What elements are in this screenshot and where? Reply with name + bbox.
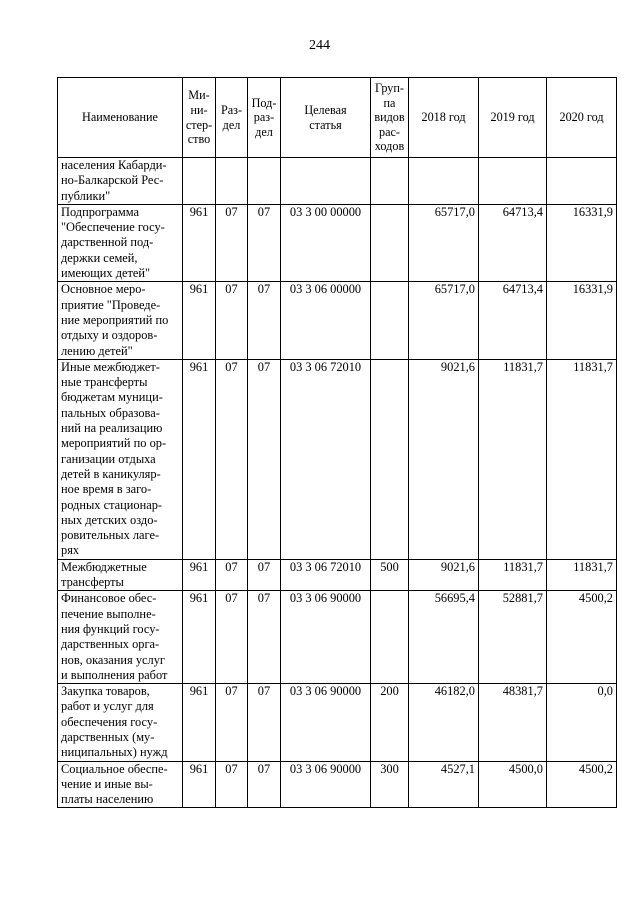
cell-2020: 11831,7: [547, 559, 617, 591]
table-row: [58, 158, 617, 205]
cell-2018: [409, 158, 479, 205]
cell-ministry: 961: [183, 559, 216, 591]
cell-2018: 9021,6: [409, 359, 479, 559]
cell-2019: 11831,7: [479, 359, 547, 559]
cell-ministry: 961: [183, 591, 216, 684]
cell-2019: 48381,7: [479, 684, 547, 761]
cell-2018: 65717,0: [409, 282, 479, 359]
cell-group: [371, 282, 409, 359]
table-row: [58, 359, 617, 559]
cell-2018: 9021,6: [409, 559, 479, 591]
cell-name: Социальное обеспе- чение и иные вы- платы населению: [58, 761, 183, 808]
cell-target: 03 3 06 72010: [281, 559, 371, 591]
cell-subsection: 07: [248, 761, 281, 808]
budget-table: [57, 77, 617, 808]
page-number: 244: [309, 38, 330, 53]
cell-2020: 4500,2: [547, 591, 617, 684]
cell-target: 03 3 06 90000: [281, 591, 371, 684]
header-2020: 2020 год: [547, 78, 617, 158]
table-row: [58, 559, 617, 591]
cell-group: [371, 359, 409, 559]
cell-2019: 64713,4: [479, 282, 547, 359]
cell-ministry: 961: [183, 282, 216, 359]
cell-group: 300: [371, 761, 409, 808]
cell-name: Основное меро- приятие "Проведе- ние мероприятий по отдыху и оздоров- лению детей": [58, 282, 183, 359]
header-2019: 2019 год: [479, 78, 547, 158]
cell-group: 500: [371, 559, 409, 591]
header-group: Груп- па видов рас- ходов: [371, 78, 409, 158]
cell-ministry: 961: [183, 204, 216, 281]
cell-section: [216, 158, 248, 205]
cell-group: 200: [371, 684, 409, 761]
cell-group: [371, 204, 409, 281]
cell-subsection: 07: [248, 204, 281, 281]
table-row: [58, 282, 617, 359]
cell-2019: 64713,4: [479, 204, 547, 281]
table-row: [58, 761, 617, 808]
cell-name: Подпрограмма "Обеспечение госу- дарственной под- держки семей, имеющих детей": [58, 204, 183, 281]
cell-subsection: 07: [248, 591, 281, 684]
cell-subsection: 07: [248, 559, 281, 591]
cell-ministry: 961: [183, 684, 216, 761]
cell-name: Финансовое обес- печение выполне- ния функций госу- дарственных орга- нов, оказания услуг и выполнения работ: [58, 591, 183, 684]
header-2018: 2018 год: [409, 78, 479, 158]
cell-name: населения Кабарди- но-Балкарской Рес- публики": [58, 158, 183, 205]
cell-2018: 46182,0: [409, 684, 479, 761]
cell-2020: 16331,9: [547, 282, 617, 359]
cell-target: 03 3 06 72010: [281, 359, 371, 559]
cell-subsection: 07: [248, 282, 281, 359]
cell-2020: 4500,2: [547, 761, 617, 808]
cell-2018: 4527,1: [409, 761, 479, 808]
cell-subsection: 07: [248, 684, 281, 761]
cell-target: [281, 158, 371, 205]
cell-name: Межбюджетные трансферты: [58, 559, 183, 591]
header-section: Раз- дел: [216, 78, 248, 158]
cell-2018: 56695,4: [409, 591, 479, 684]
cell-target: 03 3 06 90000: [281, 761, 371, 808]
header-subsection: Под- раз- дел: [248, 78, 281, 158]
cell-subsection: 07: [248, 359, 281, 559]
cell-2018: 65717,0: [409, 204, 479, 281]
table-row: [58, 204, 617, 281]
cell-group: [371, 591, 409, 684]
cell-2020: 11831,7: [547, 359, 617, 559]
cell-2020: 0,0: [547, 684, 617, 761]
cell-ministry: 961: [183, 359, 216, 559]
cell-2019: 4500,0: [479, 761, 547, 808]
cell-name: Иные межбюджет- ные трансферты бюджетам муници- пальных образова- ний на реализацию мероприятий по ор- ганизации отдыха детей в каникуляр- ное время в заго- родных стационар- ных детских оздо- ровительных лаге- рях: [58, 359, 183, 559]
cell-2019: 11831,7: [479, 559, 547, 591]
cell-2019: 52881,7: [479, 591, 547, 684]
cell-section: 07: [216, 761, 248, 808]
cell-section: 07: [216, 591, 248, 684]
cell-2019: [479, 158, 547, 205]
cell-section: 07: [216, 204, 248, 281]
cell-section: 07: [216, 684, 248, 761]
cell-target: 03 3 00 00000: [281, 204, 371, 281]
cell-section: 07: [216, 359, 248, 559]
table-row: [58, 684, 617, 761]
cell-target: 03 3 06 00000: [281, 282, 371, 359]
cell-2020: [547, 158, 617, 205]
header-name: Наименование: [58, 78, 183, 158]
cell-section: 07: [216, 559, 248, 591]
cell-name: Закупка товаров, работ и услуг для обеспечения госу- дарственных (му- ниципальных) нужд: [58, 684, 183, 761]
table-row: [58, 591, 617, 684]
header-ministry: Ми- ни- стер- ство: [183, 78, 216, 158]
cell-group: [371, 158, 409, 205]
cell-subsection: [248, 158, 281, 205]
header-row: [58, 78, 617, 158]
header-target: Целевая статья: [281, 78, 371, 158]
cell-target: 03 3 06 90000: [281, 684, 371, 761]
cell-section: 07: [216, 282, 248, 359]
cell-ministry: [183, 158, 216, 205]
cell-2020: 16331,9: [547, 204, 617, 281]
cell-ministry: 961: [183, 761, 216, 808]
